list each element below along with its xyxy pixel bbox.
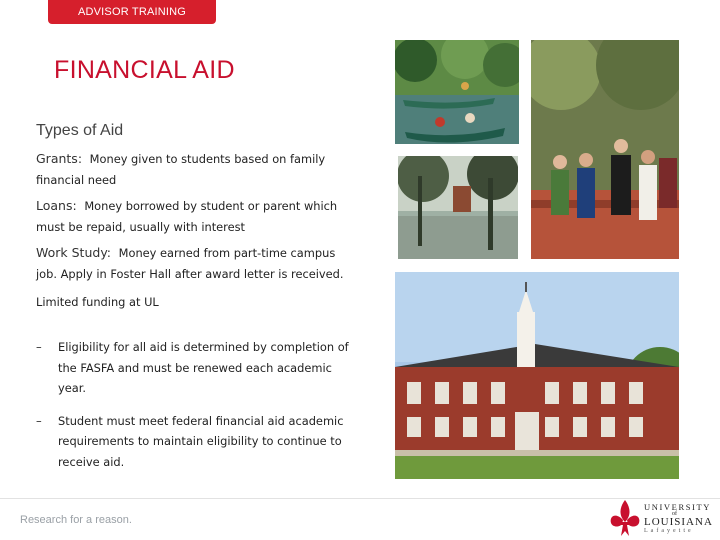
students-photo: [531, 40, 679, 259]
bullet-text: Student must meet federal financial aid academic requirements to maintain eligibility to continue to receive aid.: [58, 413, 344, 469]
canoe-photo: [395, 40, 519, 144]
bullet-dash: –: [36, 413, 42, 428]
page-title: FINANCIAL AID: [54, 56, 235, 84]
grants-label: Grants:: [36, 151, 83, 166]
bullet-dash: –: [36, 340, 42, 354]
logo-louisiana: LOUISIANA: [644, 516, 713, 528]
content-body: [36, 122, 356, 484]
campus-building-photo: [395, 272, 679, 479]
swamp-photo: [398, 156, 518, 259]
footer-tagline: Research for a reason.: [20, 514, 132, 526]
work-study-label: Work Study:: [36, 245, 112, 260]
work-study-paragraph: [36, 242, 356, 285]
fleur-de-lis-icon: [608, 498, 642, 538]
logo-lafayette: Lafayette: [644, 528, 694, 534]
loans-text: Money borrowed by student or parent which must be repaid, usually with interest: [36, 199, 338, 234]
advisor-training-banner: [48, 0, 216, 24]
bullet-item: [36, 411, 356, 473]
logo-of: of: [672, 511, 677, 517]
logo-university: UNIVERSITY: [644, 502, 711, 512]
types-heading: Types of Aid: [36, 122, 124, 139]
bullet-text: Eligibility for all aid is determined by completion of the FASFA and must be renewed each academic year.: [58, 340, 349, 395]
work-study-text: Money earned from part-time campus job. Apply in Foster Hall after award letter is received.: [36, 246, 344, 281]
limited-funding-text: Limited funding at UL: [36, 295, 159, 309]
loans-paragraph: [36, 195, 356, 238]
bullet-item: [36, 337, 356, 399]
loans-label: Loans:: [36, 198, 77, 213]
banner-text: ADVISOR TRAINING: [77, 6, 187, 18]
grants-paragraph: [36, 148, 356, 191]
grants-text: Money given to students based on family financial need: [36, 152, 326, 187]
university-logo: [606, 498, 716, 538]
